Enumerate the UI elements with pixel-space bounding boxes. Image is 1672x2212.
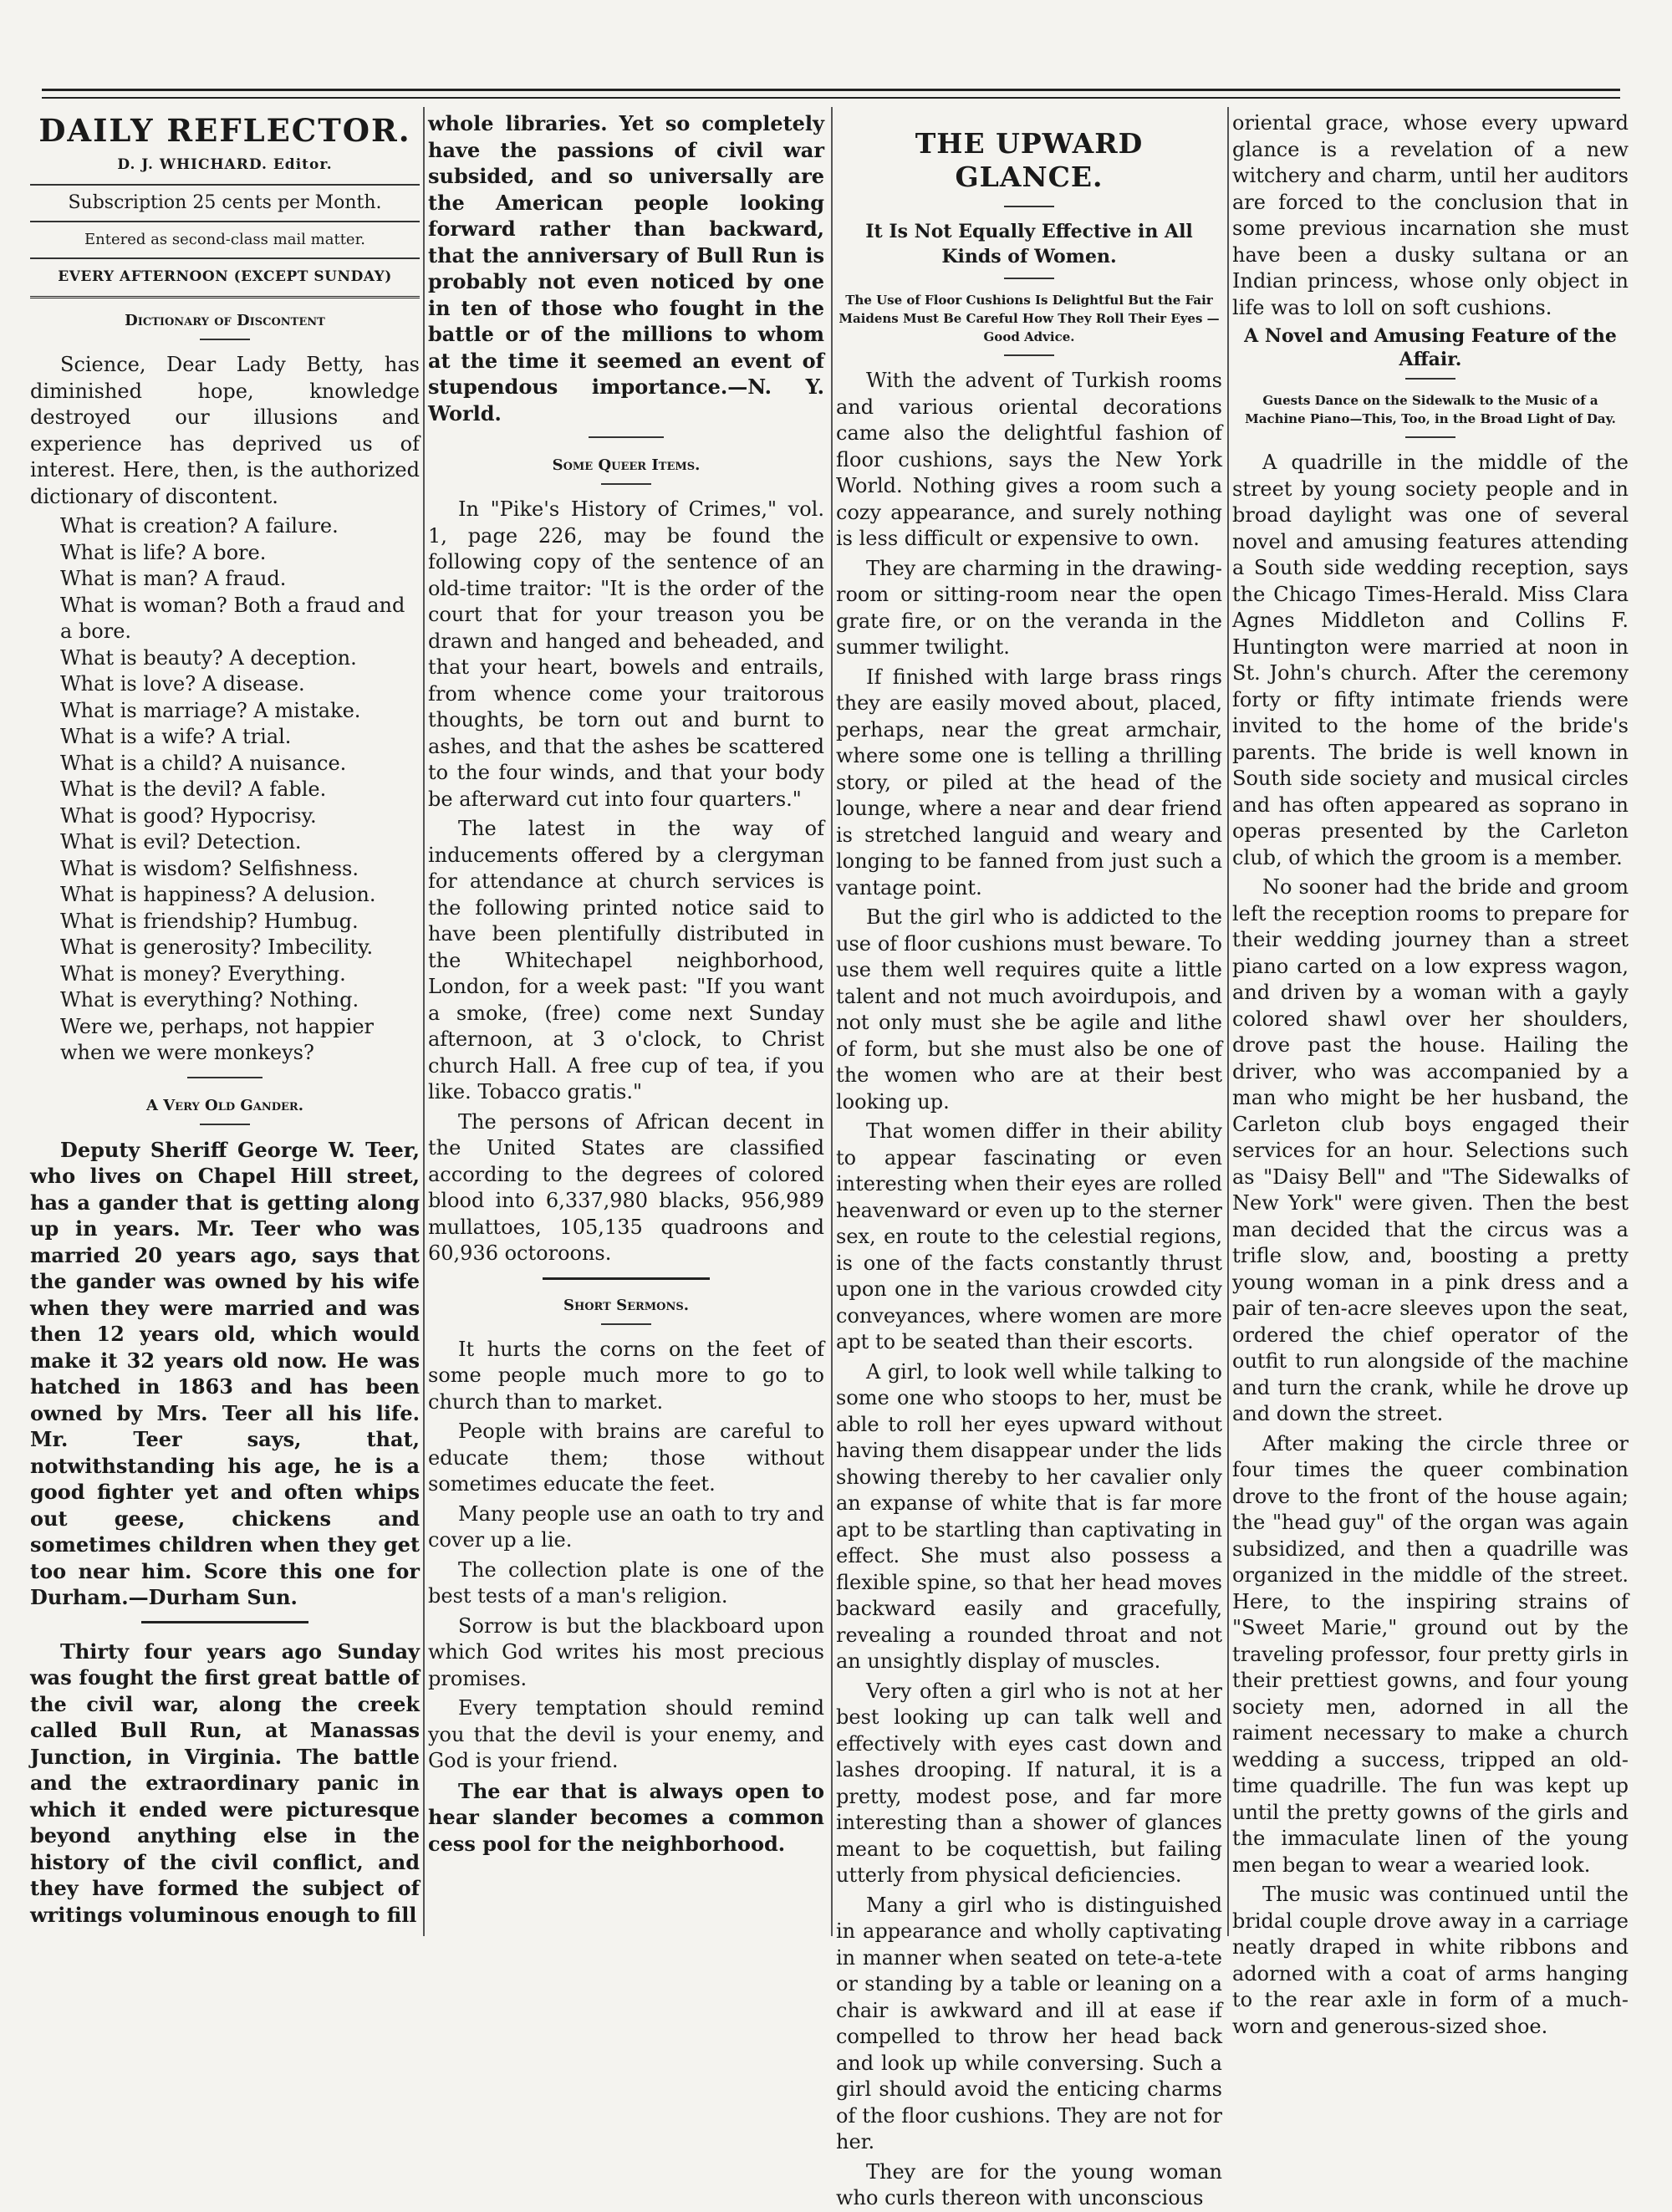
sermon-item: It hurts the corns on the feet of some people much more to go to church than to market. xyxy=(428,1337,824,1414)
dictionary-line: What is woman? Both a fraud and a bore. xyxy=(60,593,405,643)
dictionary-line: What is the devil? A fable. xyxy=(60,777,327,801)
dictionary-line: What is wisdom? Selfishness. xyxy=(60,856,359,880)
dictionary-line: What is man? A fraud. xyxy=(60,567,287,590)
dictionary-intro: Science, Dear Lady Betty, has diminished hope, knowledge destroyed our illusions and experience has deprived us of interest. Here, then, is the authorized dictionary of discontent. xyxy=(30,353,420,508)
bullrun-text-part1: Thirty four years ago Sunday was fought the first great battle of the civil war, along the creek called Bull Run, at Manassas Junction, in Virginia. The battle and the extraordinary panic in which it ended were picturesque beyond anything else in the history of the civil conflict, and they have formed the subject of writings voluminous enough to fill xyxy=(30,1639,420,1927)
divider xyxy=(1405,378,1455,380)
divider xyxy=(200,1124,250,1125)
queer-paragraph: In "Pike's History of Crimes," vol. 1, page 226, may be found the following copy of the sentence of an old-time traitor: "It is the order of the court that for your treason you be drawn and hanged and beheaded, and that your heart, bowels and entrails, from whence come your traitorous thoughts, be torn out and burnt to ashes, and that the ashes be scattered to the four winds, and that your body be afterward cut into four quarters." xyxy=(428,497,824,811)
dictionary-line: What is creation? A failure. xyxy=(60,514,339,538)
upward-paragraph: Many a girl who is distinguished in appearance and wholly captivating in manner when seated on tete-a-tete or standing by a table or leaning on a chair is awkward and ill at ease if compelled to throw her head back and look up while conversing. Such a girl should avoid the enticing charms of the floor cushions. They are not for her. xyxy=(836,1893,1222,2153)
top-rule-inner xyxy=(42,97,1620,99)
editor-line: D. J. WHICHARD. Editor. xyxy=(117,156,333,173)
dictionary-list xyxy=(30,513,420,1067)
gander-heading: A Very Old Gander. xyxy=(145,1096,303,1114)
upward-continuation: oriental grace, whose every upward glance is a revelation of a new witchery and charm, until her auditors are forced to the conclusion that in some previous incarnation she must have been a dusky sultana or an Indian princess, whose only object in life was to loll on soft cushions. xyxy=(1232,111,1629,319)
sermon-item: Sorrow is but the blackboard upon which God writes his most precious promises. xyxy=(428,1613,824,1690)
upward-title: THE UPWARD GLANCE. xyxy=(915,127,1144,193)
dictionary-line: What is a wife? A trial. xyxy=(60,725,292,748)
double-rule xyxy=(30,296,420,302)
divider xyxy=(1405,436,1455,438)
divider xyxy=(200,339,250,340)
column-4 xyxy=(1232,110,1629,2038)
column-2 xyxy=(428,110,824,1931)
divider xyxy=(141,1621,308,1623)
dictionary-line: What is friendship? Humbug. xyxy=(60,909,359,933)
top-rule xyxy=(42,89,1620,91)
divider xyxy=(30,184,420,186)
sermon-item: The collection plate is one of the best tests of a man's religion. xyxy=(428,1557,824,1608)
quadrille-title: A Novel and Amusing Feature of the Affair. xyxy=(1244,325,1617,370)
dictionary-heading: Dictionary of Discontent xyxy=(125,312,325,329)
upward-paragraph: But the girl who is addicted to the use of floor cushions must beware. To use them well requires quite a little talent and not much avoirdupois, and not only must she be agile and lithe of form, but she must also be one of the women who are at their best looking up. xyxy=(836,905,1222,1114)
quadrille-deck: Guests Dance on the Sidewalk to the Music of a Machine Piano—This, Too, in the Broad Light of Day. xyxy=(1245,393,1616,426)
dictionary-line: What is good? Hypocrisy. xyxy=(60,803,317,828)
schedule-line: EVERY AFTERNOON (EXCEPT SUNDAY) xyxy=(58,268,392,285)
divider xyxy=(601,483,651,485)
quadrille-paragraph: A quadrille in the middle of the street by young society people and in broad daylight was one of several novel and amusing features attending a South side wedding reception, says the Chicago Times-Herald. Miss Clara Agnes Middleton and Collins F. Huntington were married at noon in St. John's church. After the ceremony forty or fifty intimate friends were invited to the home of the bride's parents. The bride is well known in South side society and musical circles and has often appeared as soprano in operas presented by the Carleton club, of which the groom is a member. xyxy=(1232,451,1629,869)
column-divider xyxy=(831,107,833,1936)
quadrille-paragraph: After making the circle three or four times the queer combination drove to the front of the house again; the "head guy" of the organ was again subsidized, and then a quadrille was organized in the middle of the street. Here, to the inspiring strains of "Sweet Marie," ground out by the traveling professor, four pretty girls in their prettiest gowns, and four young society men, adorned in all the raiment necessary to make a church wedding a success, tripped an old-time quadrille. The fun was kept up until the pretty gowns of the girls and the immaculate linen of the young men began to wear a wearied look. xyxy=(1232,1431,1629,1877)
dictionary-line: Were we, perhaps, not happier when we were monkeys? xyxy=(60,1014,374,1064)
divider xyxy=(1004,206,1054,207)
sermon-item: Every temptation should remind you that the devil is your enemy, and God is your friend. xyxy=(428,1696,824,1772)
divider xyxy=(543,1277,710,1280)
dictionary-line: What is money? Everything. xyxy=(60,961,346,986)
dictionary-line: What is generosity? Imbecility. xyxy=(60,935,374,959)
dictionary-line: What is love? A disease. xyxy=(60,672,305,696)
upward-paragraph: If finished with large brass rings they are easily moved about, placed, perhaps, near the great armchair, where some one is telling a thrilling story, or piled at the head of the lounge, where a near and dear friend is stretched languid and weary and longing to be fanned from just such a vantage point. xyxy=(836,665,1222,900)
sermons-heading: Short Sermons. xyxy=(563,1296,690,1314)
dictionary-line: What is beauty? A deception. xyxy=(60,645,357,670)
dictionary-line: What is evil? Detection. xyxy=(60,830,302,854)
divider xyxy=(601,1323,651,1325)
divider xyxy=(1004,278,1054,279)
sermon-item: The ear that is always open to hear slander becomes a common cess pool for the neighborhood. xyxy=(428,1778,824,1856)
divider xyxy=(30,221,420,222)
column-1 xyxy=(30,110,420,1931)
quadrille-paragraph: The music was continued until the bridal couple drove away in a carriage neatly draped in white ribbons and adorned with a coat of arms hanging to the rear axle in form of a much-worn and generous-sized shoe. xyxy=(1232,1883,1629,2038)
sermon-item: Many people use an oath to try and cover up a lie. xyxy=(428,1501,824,1552)
upward-paragraph: That women differ in their ability to appear fascinating or even interesting when their eyes are rolled heavenward or even up to the sterner sex, en route to the celestial regions, is one of the facts constantly thrust upon one in the various crowded city conveyances, where women are more apt to be seated than their escorts. xyxy=(836,1119,1222,1353)
queer-paragraph: The latest in the way of inducements offered by a clergyman for attendance at church services is the following printed notice said to have been plentifully distributed in the Whitechapel neighborhood, London, for a week past: "If you want a smoke, (free) come next Sunday afternoon, at 3 o'clock, to Christ church Hall. A free cup of tea, if you like. Tobacco gratis." xyxy=(428,817,824,1103)
subscription-line: Subscription 25 cents per Month. xyxy=(68,192,382,213)
masthead-title: DAILY REFLECTOR. xyxy=(38,112,411,149)
column-divider xyxy=(1227,107,1229,1936)
upward-paragraph: Very often a girl who is not at her best looking up can talk well and effectively with eyes cast down and lashes drooping. If natural, it is a pretty, modest pose, and far more interesting than a shower of glances meant to be coquettish, but failing utterly from physical deficiencies. xyxy=(836,1679,1222,1887)
upward-paragraph: With the advent of Turkish rooms and various oriental decorations came also the delightful fashion of floor cushions, says the New York World. Nothing gives a room such a cozy appearance, and surely nothing is less difficult or expensive to own. xyxy=(836,369,1222,550)
upward-paragraph: They are for the young woman who curls thereon with unconscious xyxy=(836,2159,1222,2209)
divider xyxy=(30,257,420,259)
upward-paragraph: They are charming in the drawing-room or sitting-room near the open grate fire, or on the veranda in the summer twilight. xyxy=(836,556,1222,659)
dictionary-line: What is a child? A nuisance. xyxy=(60,751,347,775)
queer-heading: Some Queer Items. xyxy=(552,456,701,474)
bullrun-text-part2: whole libraries. Yet so completely have the passions of civil war subsided, and so universally are the American people looking forward rather than backward, that the anniversary of Bull Run is probably not even noticed by one in ten of those who fought in the battle or of the millions to whom at the time it seemed an event of stupendous importance.—N. Y. World. xyxy=(428,111,824,426)
dictionary-line: What is marriage? A mistake. xyxy=(60,698,361,722)
dictionary-line: What is life? A bore. xyxy=(60,540,267,564)
entered-line: Entered as second-class mail matter. xyxy=(84,231,365,248)
gander-text: Deputy Sheriff George W. Teer, who lives on Chapel Hill street, has a gander that is getting along up in years. Mr. Teer who was married 20 years ago, says that the gander was owned by his wife when they were married and was then 12 years old, which would make it 32 years old now. He was hatched in 1863 and has been owned by Mrs. Teer all his life. Mr. Teer says, that, notwithstanding his age, he is a good fighter yet and often whips out geese, chickens and sometimes children when they get too near him. Score this one for Durham.—Durham Sun. xyxy=(30,1137,420,1609)
dictionary-line: What is everything? Nothing. xyxy=(60,988,359,1012)
divider xyxy=(1004,354,1054,356)
column-divider xyxy=(423,107,425,1936)
upward-deck: The Use of Floor Cushions Is Delightful But the Fair Maidens Must Be Careful How They Roll Their Eyes —Good Advice. xyxy=(839,293,1220,344)
divider xyxy=(589,436,664,438)
divider xyxy=(187,1077,263,1078)
upward-paragraph: A girl, to look well while talking to some one who stoops to her, must be able to roll her eyes upward without having them disappear under the lids showing thereby to her cavalier only an expanse of white that is far more apt to be startling than captivating in effect. She must also possess a flexible spine, so that her head moves backward easily and gracefully, revealing a rounded throat and not an unsightly display of muscles. xyxy=(836,1359,1222,1673)
sermon-item: People with brains are careful to educate them; those without sometimes educate the feet. xyxy=(428,1419,824,1496)
quadrille-paragraph: No sooner had the bride and groom left the reception rooms to prepare for their wedding journey than a street piano carted on a low express wagon, and driven by a woman with a gayly colored shawl over her shoulders, drove past the house. Hailing the driver, who was accompanied by a man who might be her husband, the Carleton club boys engaged their services for an hour. Selections such as "Daisy Bell" and "The Sidewalks of New York" were given. Then the best man decided that the circus was a trifle slow, and, boosting a pretty young woman in a pink dress and a pair of ten-acre sleeves upon the seat, ordered the chief operator of the outfit to run alongside of the machine and turn the crank, while he drove up and down the street. xyxy=(1232,875,1629,1425)
column-3 xyxy=(836,110,1222,2209)
dictionary-line: What is happiness? A delusion. xyxy=(60,883,376,906)
upward-subtitle: It Is Not Equally Effective in All Kinds of Women. xyxy=(865,221,1193,268)
queer-paragraph: The persons of African decent in the United States are classified according to the degrees of colored blood into 6,337,980 blacks, 956,989 mullattoes, 105,135 quadroons and 60,936 octoroons. xyxy=(428,1109,824,1265)
